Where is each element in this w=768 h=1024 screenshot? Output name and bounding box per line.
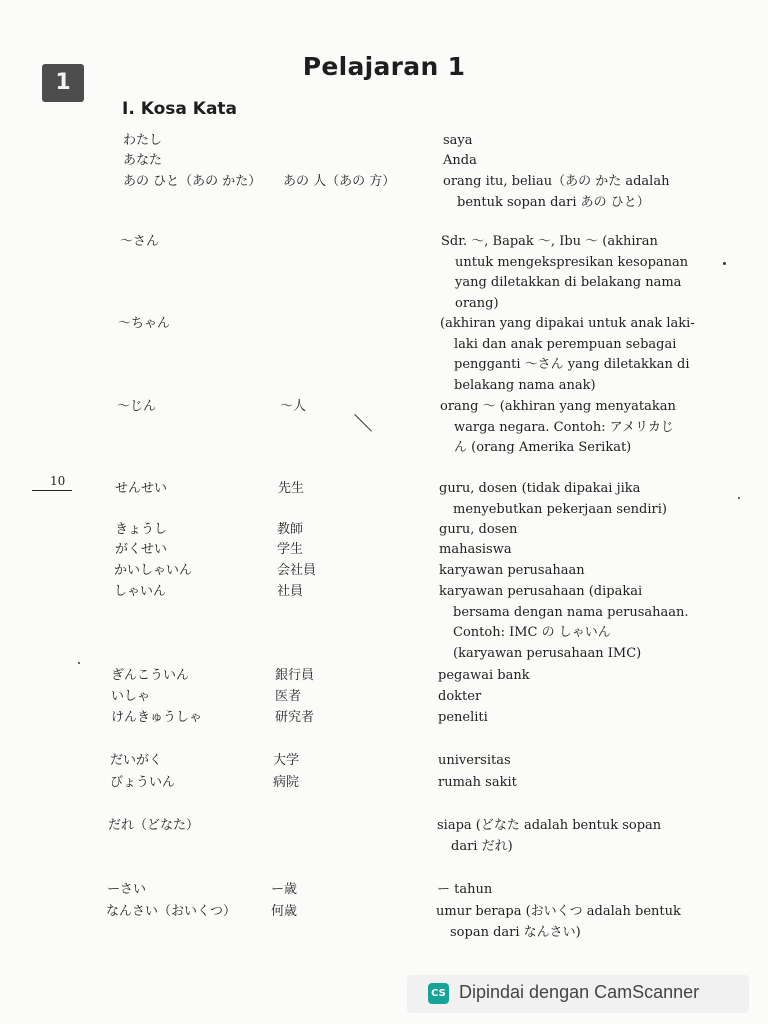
vocab-meaning: [436, 902, 686, 943]
vocab-kanji: 大学: [273, 753, 300, 768]
vocab-meaning-line: (akhiran yang dipakai untuk anak laki-: [440, 316, 695, 331]
vocab-meaning-line: rumah sakit: [438, 775, 517, 790]
page-title: Pelajaran 1: [302, 52, 466, 81]
vocab-meaning-line: yang diletakkan di belakang nama: [455, 275, 682, 290]
vocab-kanji: 医者: [275, 689, 302, 704]
vocab-meaning-line: karyawan perusahaan (dipakai: [439, 584, 643, 599]
vocab-kanji: あの 人（あの 方）: [283, 174, 396, 189]
section-title: I. Kosa Kata: [122, 99, 238, 119]
vocab-meaning: [443, 172, 693, 213]
vocab-meaning-line: umur berapa (おいくつ adalah bentuk: [436, 904, 681, 919]
vocab-meaning-line: saya: [443, 133, 473, 148]
vocab-meaning: [438, 687, 688, 708]
scan-speck: [723, 262, 726, 265]
vocab-kana: びょういん: [110, 775, 176, 790]
vocab-meaning-line: dokter: [438, 689, 482, 704]
vocab-meaning-line: Anda: [443, 153, 477, 168]
chapter-badge: 1: [42, 64, 84, 102]
vocab-meaning-line: Sdr. ～, Bapak ～, Ibu ～ (akhiran: [441, 234, 658, 249]
vocab-meaning-line: peneliti: [438, 710, 488, 725]
vocab-meaning: [441, 232, 691, 314]
vocab-meaning-line: universitas: [438, 753, 511, 768]
camscanner-logo-icon: CS: [428, 983, 449, 1004]
vocab-meaning: [439, 479, 689, 520]
vocab-kanji: 何歳: [271, 904, 298, 919]
vocab-meaning: [439, 582, 689, 664]
scan-speck: [738, 497, 740, 499]
vocab-kanji: 教師: [277, 522, 304, 537]
vocab-meaning-line: sopan dari なんさい): [450, 924, 581, 940]
vocab-kana: だいがく: [110, 753, 163, 768]
vocab-kana: がくせい: [115, 542, 168, 557]
camscanner-watermark: [407, 975, 749, 1013]
vocab-meaning-line: laki dan anak perempuan sebagai: [454, 336, 677, 352]
vocab-meaning-line: bentuk sopan dari あの ひと）: [457, 194, 650, 210]
scan-speck: [78, 662, 80, 664]
vocab-kana: けんきゅうしゃ: [111, 710, 203, 725]
vocab-kanji: ～人: [280, 399, 307, 414]
vocab-kana: きょうし: [115, 522, 168, 537]
vocab-meaning-line: pengganti ～さん yang diletakkan di: [454, 357, 690, 372]
vocab-kanji: 社員: [277, 584, 304, 599]
vocab-kanji: 研究者: [275, 710, 315, 725]
vocab-kana: ～ちゃん: [118, 316, 171, 331]
vocab-kana: ～じん: [117, 399, 157, 414]
vocab-kanji: 学生: [277, 542, 304, 557]
vocab-meaning-line: warga negara. Contoh: アメリカじ: [454, 419, 674, 435]
vocab-kanji: ー歳: [271, 882, 298, 897]
vocab-meaning: [439, 540, 689, 561]
vocab-kana: あの ひと（あの かた）: [123, 174, 262, 189]
vocab-kanji: 会社員: [277, 563, 317, 578]
vocab-kanji: 先生: [278, 481, 305, 496]
vocab-kana: あなた: [123, 153, 163, 168]
vocab-meaning-line: dari だれ): [451, 838, 513, 854]
vocab-meaning-line: (karyawan perusahaan IMC): [453, 645, 642, 661]
vocab-meaning-line: ん (orang Amerika Serikat): [454, 440, 632, 455]
vocab-kana: だれ（どなた）: [108, 818, 200, 833]
vocab-meaning: [443, 151, 693, 172]
vocab-kana: いしゃ: [111, 689, 151, 704]
vocab-kana: わたし: [123, 133, 163, 148]
vocab-meaning-line: karyawan perusahaan: [439, 563, 585, 578]
stray-pen-mark: [354, 414, 372, 432]
vocab-meaning-line: belakang nama anak): [454, 377, 596, 393]
vocab-kanji: 銀行員: [275, 668, 315, 683]
vocab-kanji: 病院: [273, 775, 300, 790]
vocab-kana: ～さん: [120, 234, 160, 249]
vocab-meaning: [438, 773, 688, 794]
page-number: 10: [50, 474, 66, 488]
vocab-meaning-line: Contoh: IMC の しゃいん: [453, 625, 611, 640]
vocab-meaning: [439, 561, 689, 582]
vocab-meaning-line: untuk mengekspresikan kesopanan: [455, 254, 689, 270]
vocab-meaning: [439, 520, 689, 541]
vocab-kana: せんせい: [115, 481, 168, 496]
vocab-meaning-line: menyebutkan pekerjaan sendiri): [453, 501, 667, 517]
watermark-text: Dipindai dengan CamScanner: [459, 982, 700, 1002]
vocab-kana: ーさい: [107, 882, 147, 897]
vocab-meaning-line: guru, dosen: [439, 522, 518, 537]
vocab-meaning: [437, 816, 687, 857]
vocab-meaning-line: guru, dosen (tidak dipakai jika: [439, 481, 641, 496]
vocab-meaning-line: pegawai bank: [438, 668, 530, 683]
vocab-meaning-line: bersama dengan nama perusahaan.: [453, 604, 689, 620]
vocab-meaning: [443, 131, 693, 152]
vocab-meaning: [437, 880, 687, 901]
vocab-meaning-line: orang itu, beliau（あの かた adalah: [443, 174, 670, 189]
vocab-meaning: [440, 397, 690, 459]
vocab-kana: しゃいん: [114, 584, 167, 599]
vocab-meaning-line: orang ～ (akhiran yang menyatakan: [440, 399, 676, 414]
vocab-meaning-line: mahasiswa: [439, 542, 512, 557]
vocab-meaning: [438, 708, 688, 729]
vocab-meaning: [438, 751, 688, 772]
vocab-kana: かいしゃいん: [114, 563, 193, 578]
vocab-meaning: [438, 666, 688, 687]
vocab-meaning-line: siapa (どなた adalah bentuk sopan: [437, 818, 662, 833]
vocab-meaning-line: orang): [455, 295, 499, 311]
page-number-rule: [32, 490, 72, 491]
vocab-kana: ぎんこういん: [111, 668, 190, 683]
vocab-kana: なんさい（おいくつ）: [106, 904, 237, 919]
vocab-meaning-line: ー tahun: [437, 882, 493, 897]
vocab-meaning: [440, 314, 695, 396]
